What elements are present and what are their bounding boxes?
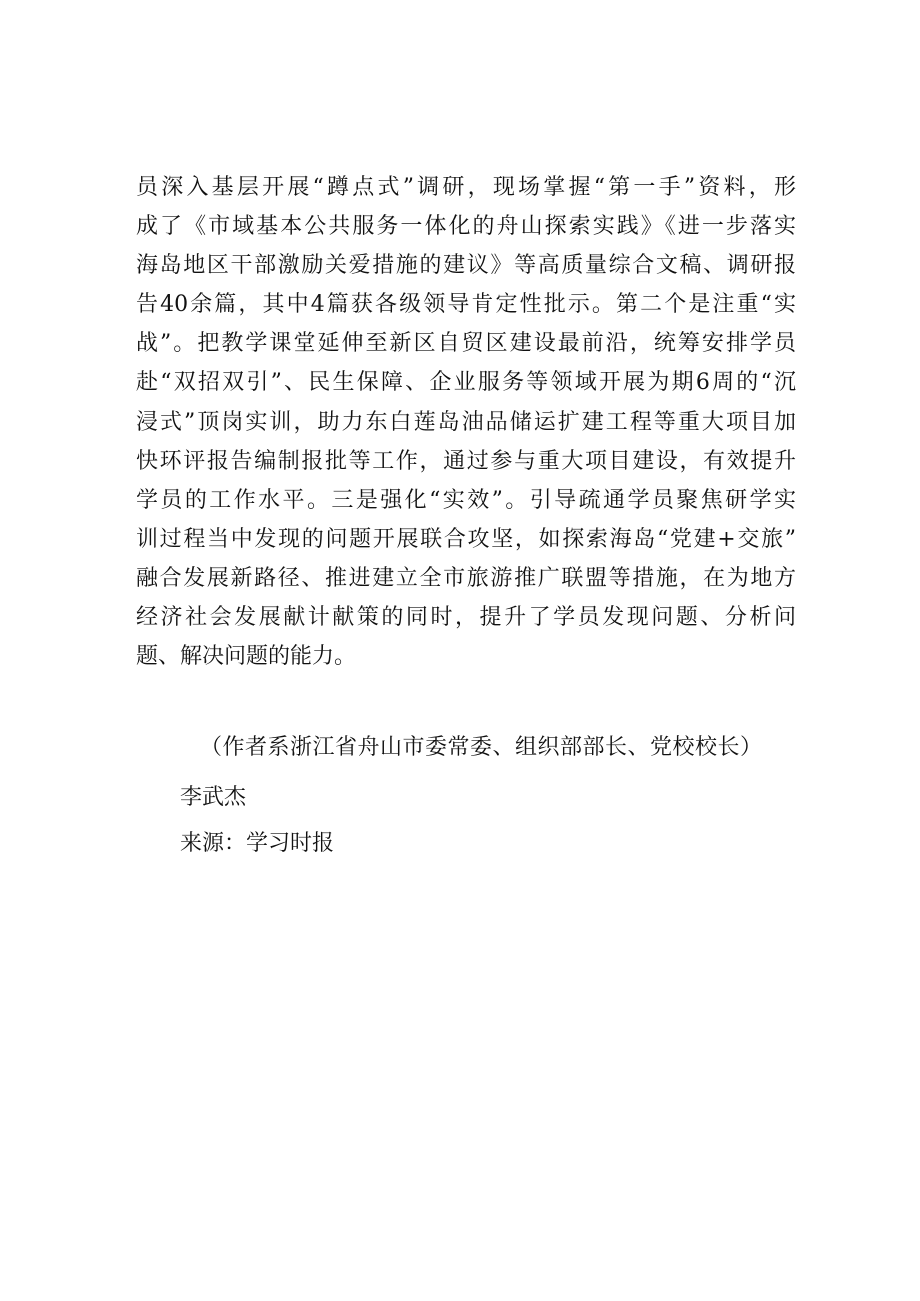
source-line: 来源：学习时报: [180, 831, 335, 856]
author-name: 李武杰: [180, 785, 247, 810]
body-line-6: 赴“双招双引”、民生保障、企业服务等领域开展为期6周的“沉: [136, 370, 796, 396]
author-note: （作者系浙江省舟山市委常委、组织部部长、党校校长）: [200, 735, 763, 760]
body-line-5: 战”。把教学课堂延伸至新区自贸区建设最前沿，统筹安排学员: [136, 331, 796, 357]
article-body: [136, 168, 796, 676]
body-line-11: 融合发展新路径、推进建立全市旅游推广联盟等措施，在为地方: [136, 565, 796, 591]
body-line-12: 经济社会发展献计献策的同时，提升了学员发现问题、分析问: [136, 605, 796, 631]
body-line-9: 学员的工作水平。三是强化“实效”。引导疏通学员聚焦研学实: [136, 487, 796, 513]
body-line-8: 快环评报告编制报批等工作，通过参与重大项目建设，有效提升: [136, 448, 796, 474]
body-line-7: 浸式”顶岗实训，助力东白莲岛油品储运扩建工程等重大项目加: [136, 409, 796, 435]
body-line-4: 告40余篇，其中4篇获各级领导肯定性批示。第二个是注重“实: [136, 292, 796, 318]
body-line-3: 海岛地区干部激励关爱措施的建议》等高质量综合文稿、调研报: [136, 253, 796, 279]
body-line-1: 员深入基层开展“蹲点式”调研，现场掌握“第一手”资料，形: [136, 175, 796, 200]
body-line-10: 训过程当中发现的问题开展联合攻坚，如探索海岛“党建+交旅”: [136, 526, 796, 552]
body-line-2: 成了《市域基本公共服务一体化的舟山探索实践》《进一步落实: [136, 214, 796, 240]
body-line-13: 题、解决问题的能力。: [136, 644, 357, 670]
